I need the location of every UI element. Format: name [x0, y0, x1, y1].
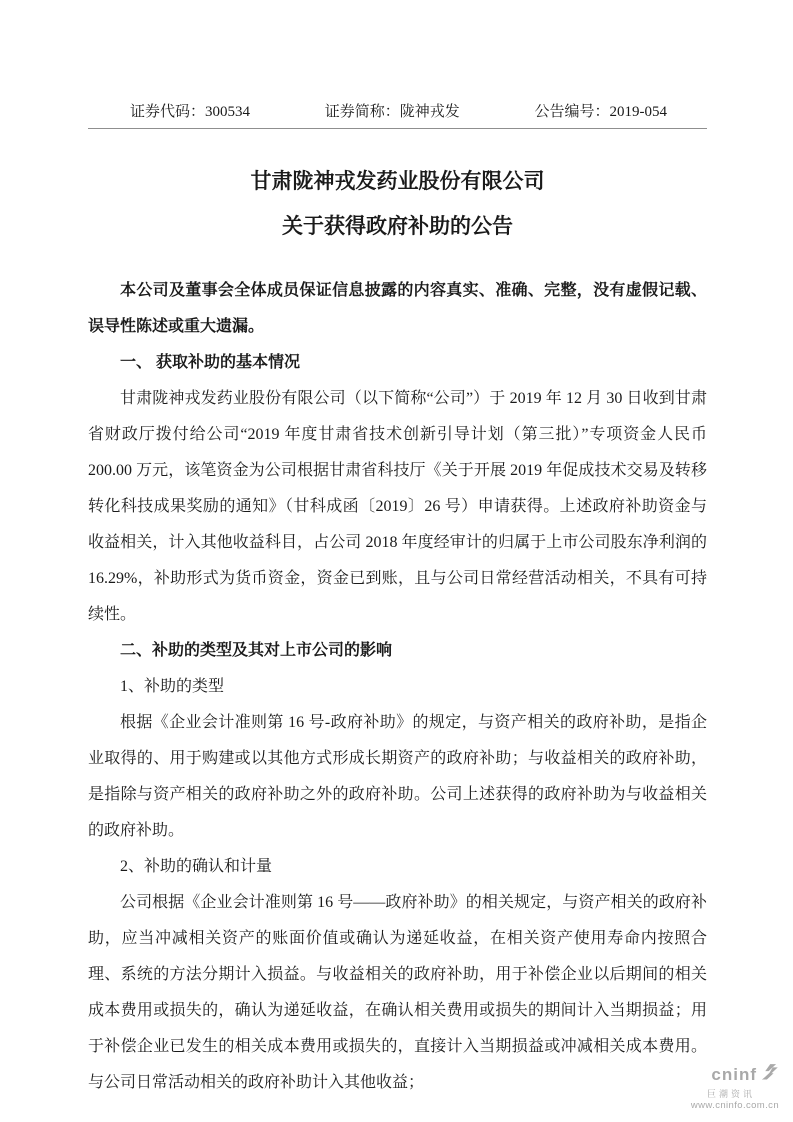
- stock-code: 证券代码：300534: [130, 104, 251, 120]
- declaration-paragraph: 本公司及董事会全体成员保证信息披露的内容真实、准确、完整，没有虚假记载、误导性陈述或重大遗漏。: [88, 282, 707, 335]
- title-line-1: 甘肃陇神戎发药业股份有限公司: [250, 169, 545, 193]
- section-1-paragraph: 甘肃陇神戎发药业股份有限公司（以下简称“公司”）于 2019 年 12 月 30 日收到甘肃省财政厅拨付给公司“2019 年度甘肃省技术创新引导计划（第三批）”专项资金人民币 200.00 万元，该笔资金为公司根据甘肃省科技厅《关于开展 2019 年促成技术交易及转移转化科技成果奖励的通知》（甘科成函〔2019〕26 号）申请获得。上述政府补助资金与收益相关，计入其他收益科目，占公司 2018 年度经审计的归属于上市公司股东净利润的 16.29%，补助形式为货币资金，资金已到账，且与公司日常经营活动相关，不具有可持续性。: [88, 390, 707, 623]
- cninfo-swirl-logo-icon: [759, 1062, 779, 1087]
- document-header: [88, 100, 707, 121]
- cninfo-brand-text: cninf: [711, 1065, 757, 1085]
- section-2-sub-1-paragraph: 根据《企业会计准则第 16 号-政府补助》的规定，与资产相关的政府补助，是指企业取得的、用于购建或以其他方式形成长期资产的政府补助；与收益相关的政府补助，是指除与资产相关的政府补助之外的政府补助。公司上述获得的政府补助为与收益相关的政府补助。: [88, 714, 707, 839]
- cninfo-logo-row: [691, 1062, 779, 1087]
- cninfo-watermark: [691, 1062, 779, 1112]
- document-body: [88, 273, 707, 1101]
- title-line-2: 关于获得政府补助的公告: [282, 214, 513, 238]
- cninfo-url: www.cninfo.com.cn: [690, 1100, 779, 1112]
- section-1-heading: 一、 获取补助的基本情况: [120, 354, 301, 371]
- header-divider: [88, 128, 707, 129]
- section-2-sub-1-heading: 1、补助的类型: [120, 678, 225, 695]
- cninfo-chinese-name: 巨潮资讯: [706, 1088, 755, 1099]
- section-2-sub-2-heading: 2、补助的确认和计量: [120, 858, 273, 875]
- section-2-heading: 二、补助的类型及其对上市公司的影响: [120, 642, 393, 659]
- document-title: [88, 159, 707, 249]
- announcement-number: 公告编号：2019-054: [534, 104, 667, 120]
- section-2-sub-2-paragraph: 公司根据《企业会计准则第 16 号——政府补助》的相关规定，与资产相关的政府补助，应当冲减相关资产的账面价值或确认为递延收益，在相关资产使用寿命内按照合理、系统的方法分期计入损益。与收益相关的政府补助，用于补偿企业以后期间的相关成本费用或损失的，确认为递延收益，在确认相关费用或损失的期间计入当期损益；用于补偿企业已发生的相关成本费用或损失的，直接计入当期损益或冲减相关成本费用。与公司日常活动相关的政府补助计入其他收益；: [88, 894, 707, 1091]
- stock-short-name: 证券简称：陇神戎发: [324, 104, 460, 120]
